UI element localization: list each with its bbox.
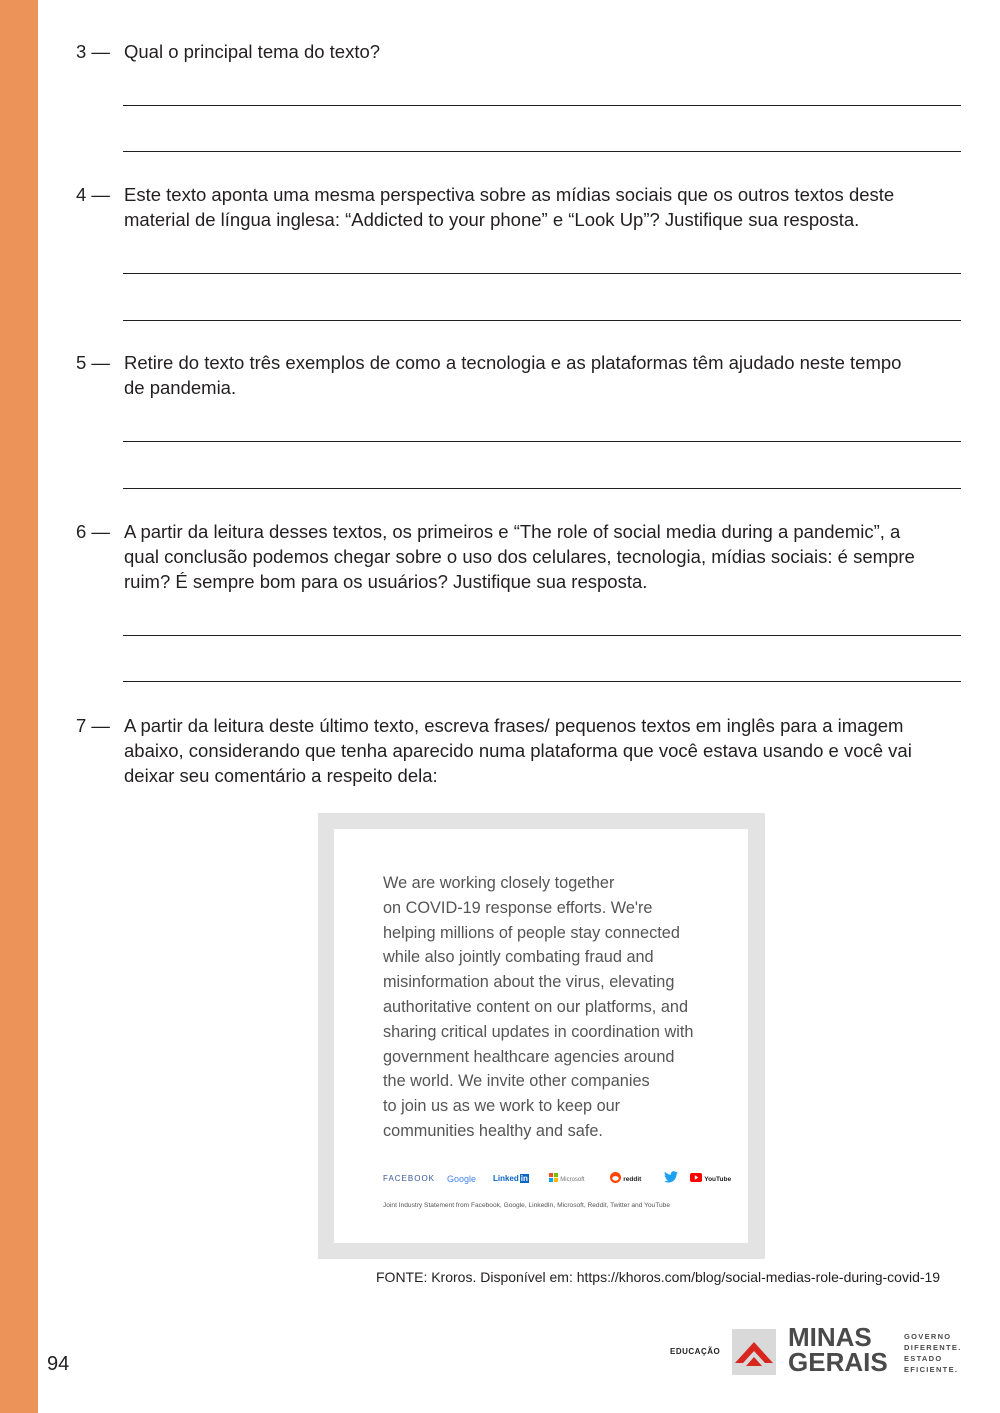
slogan-line: EFICIENTE. — [904, 1365, 959, 1374]
question-line: Retire do texto três exemplos de como a tecnologia e as plataformas têm ajudado neste tempo — [124, 352, 902, 373]
reddit-wordmark: reddit — [623, 1176, 642, 1183]
question-line: A partir da leitura deste último texto, escreva frases/ pequenos textos em inglês para a imagem — [124, 715, 904, 736]
statement-card — [334, 829, 748, 1243]
answer-line[interactable] — [123, 441, 961, 442]
answer-line[interactable] — [123, 105, 961, 106]
statement-line: misinformation about the virus, elevating — [383, 973, 675, 992]
question-text — [124, 519, 964, 594]
statement-line: authoritative content on our platforms, and — [383, 997, 689, 1016]
government-slogan — [904, 1331, 962, 1375]
slogan-line: GOVERNO — [904, 1332, 952, 1341]
answer-line[interactable] — [123, 488, 961, 489]
question-number: 7 — — [76, 715, 110, 736]
answer-line[interactable] — [123, 320, 961, 321]
linkedin-wordmark: Linked — [493, 1174, 519, 1183]
statement-line: the world. We invite other companies — [383, 1072, 650, 1091]
question-line: Este texto aponta uma mesma perspectiva sobre as mídias sociais que os outros textos deste — [124, 184, 895, 205]
youtube-play-icon — [690, 1173, 702, 1182]
youtube-logo — [690, 1169, 731, 1190]
linkedin-in-mark: in — [520, 1174, 528, 1183]
orange-side-bar — [0, 0, 38, 1413]
statement-line: to join us as we work to keep our — [383, 1097, 621, 1116]
question-text — [124, 39, 964, 64]
answer-line[interactable] — [123, 681, 961, 682]
question-line: Qual o principal tema do texto? — [124, 41, 381, 62]
source-citation: FONTE: Kroros. Disponível em: https://khoros.com/blog/social-medias-role-during-covid-19 — [376, 1269, 941, 1285]
twitter-logo — [664, 1169, 678, 1189]
question-number: 5 — — [76, 352, 110, 373]
statement-image — [318, 813, 765, 1259]
reddit-alien-icon — [610, 1172, 621, 1183]
minas-gerais-wordmark — [788, 1322, 888, 1377]
statement-line: government healthcare agencies around — [383, 1047, 675, 1066]
question-number: 6 — — [76, 521, 110, 542]
brand-line: GERAIS — [788, 1347, 888, 1377]
question-text — [124, 350, 964, 400]
youtube-wordmark: YouTube — [704, 1176, 732, 1183]
facebook-logo: FACEBOOK — [383, 1174, 436, 1183]
red-triangle-icon — [732, 1329, 776, 1375]
linkedin-logo — [493, 1169, 529, 1189]
minas-gerais-emblem — [732, 1329, 776, 1375]
statement-line: sharing critical updates in coordination with — [383, 1022, 694, 1041]
statement-caption: Joint Industry Statement from Facebook, Google, LinkedIn, Microsoft, Reddit, Twitter and YouTube — [383, 1202, 670, 1209]
statement-line: helping millions of people stay connected — [383, 923, 680, 942]
microsoft-logo — [549, 1169, 585, 1190]
question-text — [124, 182, 964, 232]
question-number: 4 — — [76, 184, 110, 205]
statement-line: on COVID-19 response efforts. We're — [383, 898, 653, 917]
answer-line[interactable] — [123, 635, 961, 636]
company-logos — [383, 1169, 733, 1189]
question-line: ruim? É sempre bom para os usuários? Justifique sua resposta. — [124, 571, 648, 592]
question-line: material de língua inglesa: “Addicted to your phone” e “Look Up”? Justifique sua resposta. — [124, 209, 860, 230]
slogan-line: ESTADO — [904, 1354, 943, 1363]
slogan-line: DIFERENTE. — [904, 1343, 962, 1352]
statement-line: while also jointly combating fraud and — [383, 948, 654, 967]
page-number: 94 — [47, 1353, 70, 1375]
question-line: de pandemia. — [124, 377, 237, 398]
answer-line[interactable] — [123, 273, 961, 274]
question-text — [124, 713, 964, 788]
answer-line[interactable] — [123, 151, 961, 152]
twitter-bird-icon — [664, 1171, 678, 1183]
statement-line: communities healthy and safe. — [383, 1121, 603, 1140]
question-line: abaixo, considerando que tenha aparecido numa plataforma que você estava usando e você vai — [124, 740, 912, 761]
statement-line: We are working closely together — [383, 874, 615, 892]
microsoft-squares-icon — [549, 1173, 558, 1182]
education-label: EDUCAÇÃO — [670, 1347, 721, 1356]
question-line: A partir da leitura desses textos, os primeiros e “The role of social media during a pandemic”, a — [124, 521, 901, 542]
microsoft-wordmark: Microsoft — [560, 1177, 585, 1183]
brand-line: MINAS — [788, 1322, 872, 1352]
question-line: deixar seu comentário a respeito dela: — [124, 765, 438, 786]
question-line: qual conclusão podemos chegar sobre o uso dos celulares, tecnologia, mídias sociais: é sempre — [124, 546, 915, 567]
statement-text — [383, 871, 743, 1144]
reddit-logo — [610, 1169, 641, 1190]
google-logo: Google — [447, 1174, 477, 1184]
question-number: 3 — — [76, 41, 110, 62]
